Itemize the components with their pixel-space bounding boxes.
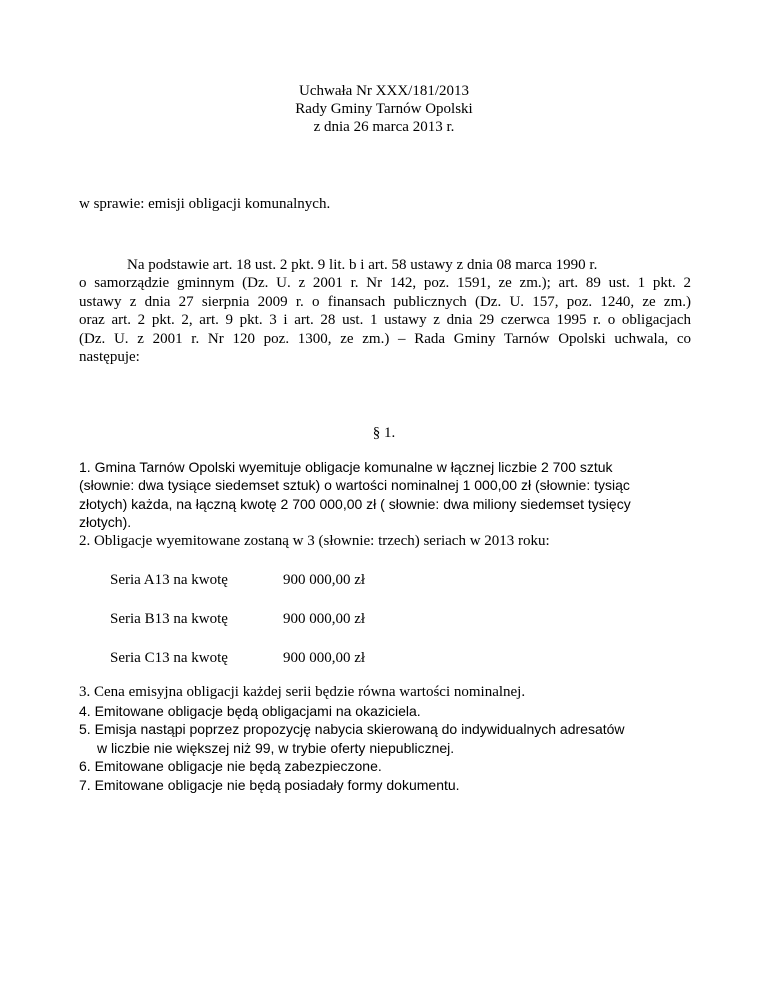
item-6: 6. Emitowane obligacje nie będą zabezpieczone. bbox=[79, 758, 382, 774]
preamble-line: (Dz. U. z 2001 r. Nr 120 poz. 1300, ze zm.) – Rada Gminy Tarnów Opolski uchwala, co bbox=[79, 330, 691, 347]
item-4: 4. Emitowane obligacje będą obligacjami na okaziciela. bbox=[79, 702, 421, 719]
section-paragraphs bbox=[79, 458, 699, 550]
series-amount: 900 000,00 zł bbox=[283, 572, 366, 588]
paragraph-1-line: (słownie: dwa tysiące siedemset sztuk) o wartości nominalnej 1 000,00 zł (słownie: tysiąc bbox=[79, 477, 630, 494]
series-label: Seria A13 na kwotę bbox=[110, 572, 228, 588]
paragraph-1-line: złotych). bbox=[79, 514, 132, 531]
resolution-subject: w sprawie: emisji obligacji komunalnych. bbox=[79, 196, 331, 212]
resolution-issuer: Rady Gminy Tarnów Opolski bbox=[295, 101, 473, 117]
numbered-items bbox=[79, 683, 699, 794]
item-7: 7. Emitowane obligacje nie będą posiadały formy dokumentu. bbox=[79, 776, 460, 793]
preamble-line: o samorządzie gminnym (Dz. U. z 2001 r. Nr 142, poz. 1591, ze zm.); art. 89 ust. 1 pkt. 2 bbox=[79, 275, 691, 292]
item-5: 5. Emisja nastąpi poprzez propozycję nabycia skierowaną do indywidualnych adresatów bbox=[79, 721, 625, 737]
preamble bbox=[79, 256, 691, 366]
item-5-continuation: w liczbie nie większej niż 99, w trybie oferty niepublicznej. bbox=[97, 739, 455, 756]
paragraph-1-line: 1. Gmina Tarnów Opolski wyemituje obligacje komunalne w łącznej liczbie 2 700 sztuk bbox=[79, 459, 613, 475]
series-label: Seria B13 na kwotę bbox=[110, 611, 228, 627]
preamble-line: następuje: bbox=[79, 349, 140, 366]
paragraph-1-line: złotych) każda, na łączną kwotę 2 700 000,00 zł ( słownie: dwa miliony siedemset tysięcy bbox=[79, 495, 631, 512]
resolution-number: Uchwała Nr XXX/181/2013 bbox=[299, 83, 469, 99]
preamble-line: ustawy z dnia 27 sierpnia 2009 r. o finansach publicznych (Dz. U. 157, poz. 1240, ze zm.) bbox=[79, 293, 691, 310]
paragraph-2: 2. Obligacje wyemitowane zostaną w 3 (słownie: trzech) seriach w 2013 roku: bbox=[79, 532, 550, 549]
item-3: 3. Cena emisyjna obligacji każdej serii będzie równa wartości nominalnej. bbox=[79, 684, 526, 700]
preamble-line: oraz art. 2 pkt. 2, art. 9 pkt. 3 i art. 28 ust. 1 ustawy z dnia 29 czerwca 1995 r. o obligacjach bbox=[79, 312, 691, 329]
resolution-header bbox=[0, 82, 768, 136]
series-amount: 900 000,00 zł bbox=[283, 650, 366, 666]
series-label: Seria C13 na kwotę bbox=[110, 650, 228, 666]
series-amount: 900 000,00 zł bbox=[283, 611, 366, 627]
preamble-line: Na podstawie art. 18 ust. 2 pkt. 9 lit. b i art. 58 ustawy z dnia 08 marca 1990 r. bbox=[127, 257, 598, 273]
resolution-date: z dnia 26 marca 2013 r. bbox=[313, 119, 455, 135]
section-mark: § 1. bbox=[372, 425, 396, 441]
